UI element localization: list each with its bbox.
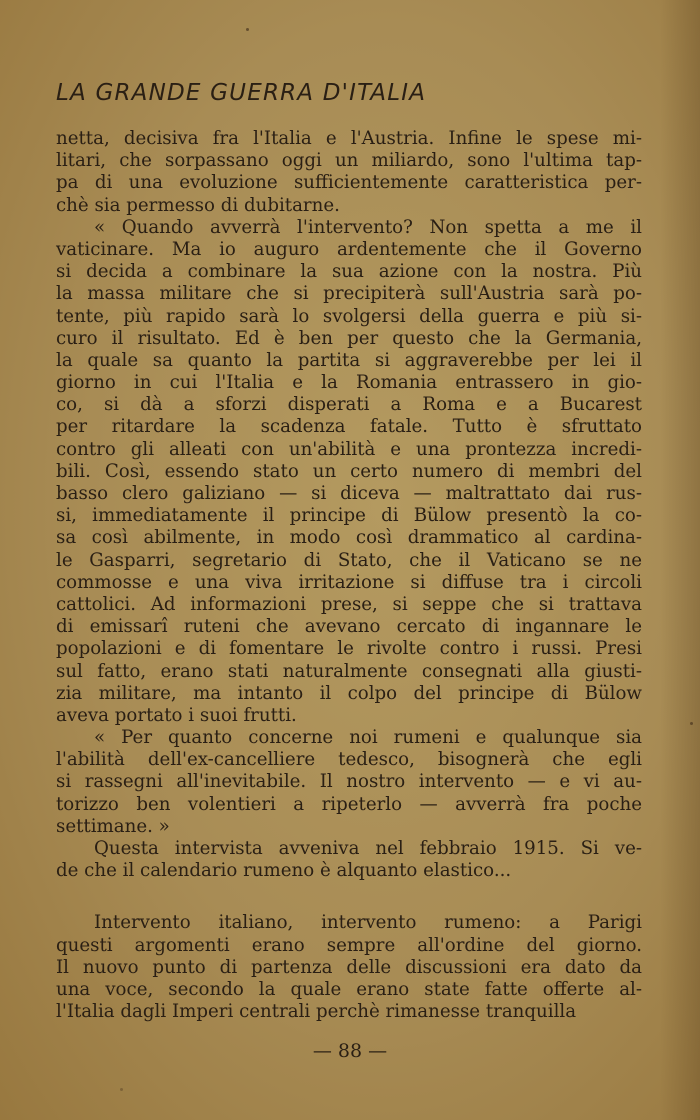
text-line: zia militare, ma intanto il colpo del principe di Bülow [56,682,642,704]
text-line: netta, decisiva fra l'Italia e l'Austria. Infine le spese mi- [56,128,642,149]
text-line: di emissarî ruteni che avevano cercato di ingannare le [56,616,642,638]
section-break [56,882,642,912]
text-line: si rassegni all'inevitabile. Il nostro intervento — e vi au- [56,771,642,793]
text-line: « Quando avverrà l'intervento? Non spetta a me il [94,216,642,238]
text-line: la quale sa quanto la partita si aggraverebbe per lei il [56,349,642,371]
paragraph [56,838,642,882]
text-line: commosse e una viva irritazione si diffuse tra i circoli [56,571,642,593]
text-line: l'Italia dagli Imperi centrali perchè rimanesse tranquilla [56,1001,577,1023]
text-line: aveva portato i suoi frutti. [56,704,297,726]
text-line: cattolici. Ad informazioni prese, si seppe che si trattava [56,593,642,615]
text-line: vaticinare. Ma io auguro ardentemente che il Governo [56,238,642,260]
paragraph [56,727,642,838]
text-line: per ritardare la scadenza fatale. Tutto è sfruttato [56,416,642,438]
paragraph [56,912,642,1023]
text-line: de che il calendario rumeno è alquanto elastico... [56,860,512,882]
text-line: giorno in cui l'Italia e la Romania entrassero in gio- [56,372,642,394]
text-line: popolazioni e di fomentare le rivolte contro i russi. Presi [56,638,642,660]
text-line: si decida a combinare la sua azione con la nostra. Più [56,261,642,283]
text-line: Questa intervista avveniva nel febbraio 1915. Si ve- [94,838,642,859]
text-line: pa di una evoluzione sufficientemente caratteristica per- [56,172,642,194]
text-line: curo il risultato. Ed è ben per questo che la Germania, [56,327,642,349]
text-line: tente, più rapido sarà lo svolgersi della guerra e più si- [56,305,642,327]
page-number: — 88 — [312,1040,388,1062]
text-line: Intervento italiano, intervento rumeno: a Parigi [94,912,642,934]
text-line: sa così abilmente, in modo così drammatico al cardina- [56,527,642,549]
text-line: Il nuovo punto di partenza delle discussioni era dato da [56,956,642,978]
text-line: chè sia permesso di dubitarne. [56,194,340,216]
paper-speck [690,722,693,725]
paper-speck [246,28,249,31]
text-line: bili. Così, essendo stato un certo numero di membri del [56,460,642,482]
paragraph [56,217,642,727]
text-line: la massa militare che si precipiterà sull'Austria sarà po- [56,283,642,305]
body-text [56,128,642,1023]
text-line: litari, che sorpassano oggi un miliardo, sono l'ultima tap- [56,150,642,172]
text-line: l'abilità dell'ex-cancelliere tedesco, bisognerà che egli [56,749,642,771]
page-edge-shadow [660,0,700,1120]
paragraph [56,128,642,217]
text-line: questi argomenti erano sempre all'ordine del giorno. [56,934,642,956]
text-line: le Gasparri, segretario di Stato, che il Vaticano se ne [56,549,642,571]
text-line: settimane. » [56,815,170,837]
text-line: sul fatto, erano stati naturalmente consegnati alla giusti- [56,660,642,682]
text-line: co, si dà a sforzi disperati a Roma e a Bucarest [56,394,642,416]
text-line: contro gli alleati con un'abilità e una prontezza incredi- [56,438,642,460]
text-line: « Per quanto concerne noi rumeni e qualunque sia [94,727,642,749]
text-line: torizzo ben volentieri a ripeterlo — avverrà fra poche [56,793,642,815]
text-line: si, immediatamente il principe di Bülow presentò la co- [56,505,642,527]
paper-speck [120,1088,123,1091]
text-line: una voce, secondo la quale erano state fatte offerte al- [56,978,642,1000]
text-line: basso clero galiziano — si diceva — maltrattato dai rus- [56,483,642,504]
running-head: LA GRANDE GUERRA D'ITALIA [56,80,427,106]
